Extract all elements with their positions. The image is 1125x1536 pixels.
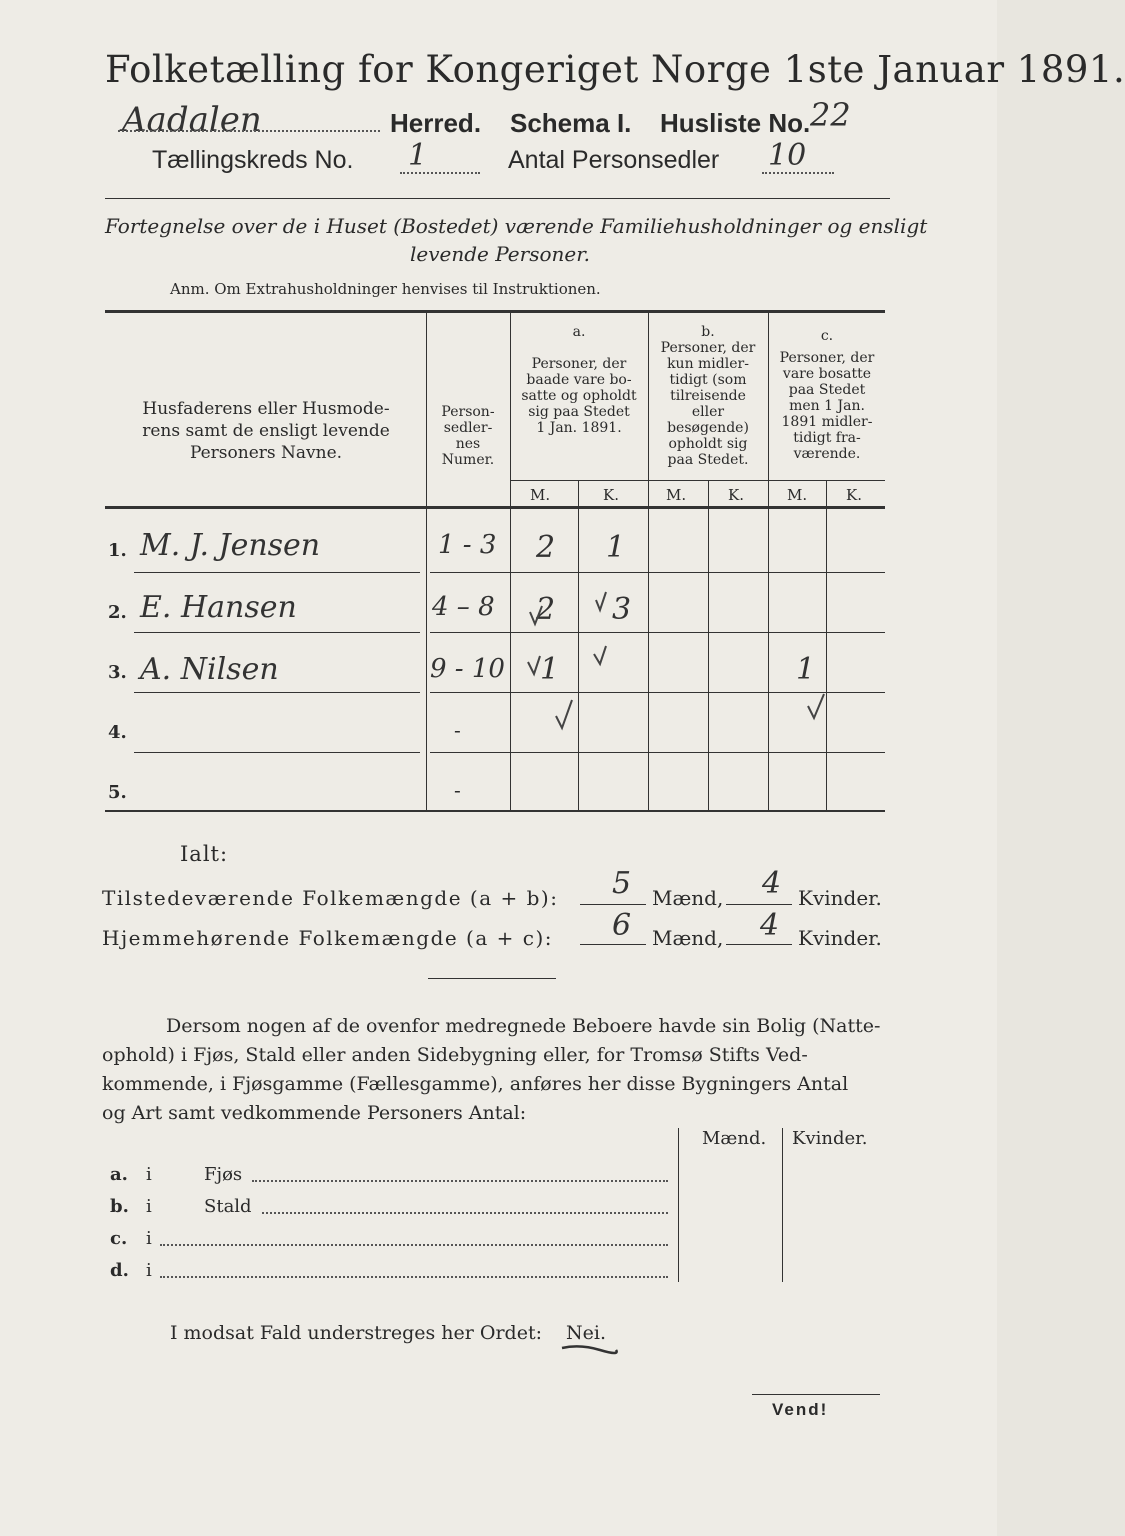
tilstede-maend: Mænd,: [652, 886, 724, 910]
row2-number: 2.: [108, 602, 127, 623]
hjemme-k-value: 4: [760, 908, 780, 943]
row1-aK: 1: [606, 530, 626, 565]
c-m-label: M.: [787, 486, 808, 504]
col-c-header: c. Personer, der vare bosatte paa Stedet men 1 Jan. 1891 midler- tidigt fra- værende.: [779, 328, 875, 462]
buildings-col-line-m: [678, 1128, 679, 1282]
row2-aK: 3: [612, 592, 632, 627]
building-c-prep: i: [146, 1228, 152, 1249]
husliste-value: 22: [810, 96, 851, 134]
hjemme-label: Hjemmehørende Folkemængde (a + c):: [102, 926, 553, 950]
building-d-letter: d.: [110, 1260, 129, 1281]
para-line3: kommende, i Fjøsgamme (Fællesgamme), anføres her disse Bygningers Antal: [102, 1073, 849, 1095]
kreds-label: Tællingskreds No.: [152, 146, 354, 174]
row4-number: 4.: [108, 722, 127, 743]
row2-aM: 2: [536, 592, 556, 627]
para-line4: og Art samt vedkommende Personers Antal:: [102, 1102, 527, 1124]
check-mark-r2k: [596, 592, 606, 610]
check-mark-r4c: [808, 694, 824, 718]
hjemme-m-line: [580, 944, 646, 945]
check-mark-r3k: [594, 646, 606, 664]
buildings-col-m: Mænd.: [702, 1128, 767, 1149]
row1-name: M. J. Jensen: [140, 528, 321, 563]
check-mark-r2a: [530, 606, 542, 624]
check-mark-r3a: [528, 656, 540, 674]
para-line2: ophold) i Fjøs, Stald eller anden Sidebygning eller, for Tromsø Stifts Ved-: [102, 1044, 808, 1066]
row3-name: A. Nilsen: [140, 652, 279, 687]
row1-num: 1 - 3: [438, 530, 497, 560]
row3-number: 3.: [108, 662, 127, 683]
building-c-dots: [160, 1244, 668, 1246]
schema-label: Schema I.: [510, 108, 632, 138]
b-k-label: K.: [728, 486, 744, 504]
antal-label: Antal Personsedler: [508, 146, 720, 174]
c-k-label: K.: [846, 486, 862, 504]
row3-cM: 1: [796, 652, 816, 687]
herred-value: Aadalen: [122, 100, 262, 140]
row1-number: 1.: [108, 540, 127, 561]
kreds-value: 1: [408, 138, 428, 173]
tilstede-label: Tilstedeværende Folkemængde (a + b):: [102, 886, 559, 910]
col-num-header: Person- sedler- nes Numer.: [441, 404, 495, 468]
vend-text: Vend!: [772, 1400, 829, 1419]
building-a-name: Fjøs: [204, 1164, 243, 1185]
row5-num: -: [454, 778, 461, 802]
hjemme-kvinder: Kvinder.: [798, 926, 882, 950]
hjemme-k-line: [726, 944, 792, 945]
anm-note: Anm. Om Extrahusholdninger henvises til Instruktionen.: [170, 280, 601, 298]
herred-label: Herred.: [390, 108, 482, 138]
buildings-col-k: Kvinder.: [792, 1128, 868, 1149]
tilstede-k-value: 4: [762, 866, 782, 901]
building-c-letter: c.: [110, 1228, 128, 1249]
building-b-dots: [262, 1212, 668, 1214]
hjemme-maend: Mænd,: [652, 926, 724, 950]
nei-word: Nei.: [566, 1322, 606, 1344]
intro-line2: levende Personer.: [410, 242, 590, 266]
building-a-prep: i: [146, 1164, 152, 1185]
a-k-label: K.: [603, 486, 619, 504]
row1-aM: 2: [536, 530, 556, 565]
col-b-header: b. Personer, der kun midler- tidigt (som tilreisende eller besøgende) opholdt sig paa Stedet.: [660, 324, 756, 468]
building-a-dots: [252, 1180, 668, 1182]
form-title: Folketælling for Kongeriget Norge 1ste Januar 1891.: [105, 48, 1125, 91]
husliste-label: Husliste No.: [660, 108, 811, 138]
vend-line: [752, 1394, 880, 1395]
antal-value: 10: [768, 138, 807, 173]
nei-underline: [560, 1342, 620, 1356]
tilstede-k-line: [726, 904, 792, 905]
modsat-text: I modsat Fald understreges her Ordet:: [170, 1322, 542, 1344]
hjemme-m-value: 6: [612, 908, 632, 943]
check-mark-r4a: [556, 700, 572, 728]
para-line1: Dersom nogen af de ovenfor medregnede Beboere havde sin Bolig (Natte-: [166, 1015, 881, 1037]
col-a-header: a. Personer, der baade vare bo- satte og opholdt sig paa Stedet 1 Jan. 1891.: [521, 324, 637, 436]
building-b-letter: b.: [110, 1196, 129, 1217]
section-divider: [428, 978, 556, 979]
a-m-label: M.: [530, 486, 551, 504]
building-b-name: Stald: [204, 1196, 252, 1217]
building-a-letter: a.: [110, 1164, 128, 1185]
intro-line1: Fortegnelse over de i Huset (Bostedet) værende Familiehusholdninger og ensligt: [105, 214, 928, 238]
row3-num: 9 - 10: [430, 654, 505, 684]
row2-num: 4 – 8: [432, 592, 495, 622]
row4-num: -: [454, 718, 461, 742]
tilstede-m-value: 5: [612, 866, 632, 901]
building-b-prep: i: [146, 1196, 152, 1217]
tilstede-m-line: [580, 904, 646, 905]
col-name-header: Husfaderens eller Husmode- rens samt de ensligt levende Personers Navne.: [142, 399, 390, 463]
row3-aM: 1: [540, 652, 560, 687]
building-d-prep: i: [146, 1260, 152, 1281]
ialt-label: Ialt:: [180, 842, 229, 866]
b-m-label: M.: [666, 486, 687, 504]
tilstede-kvinder: Kvinder.: [798, 886, 882, 910]
row2-name: E. Hansen: [140, 590, 297, 625]
building-d-dots: [160, 1276, 668, 1278]
buildings-col-line-k: [782, 1128, 783, 1282]
row5-number: 5.: [108, 782, 127, 803]
